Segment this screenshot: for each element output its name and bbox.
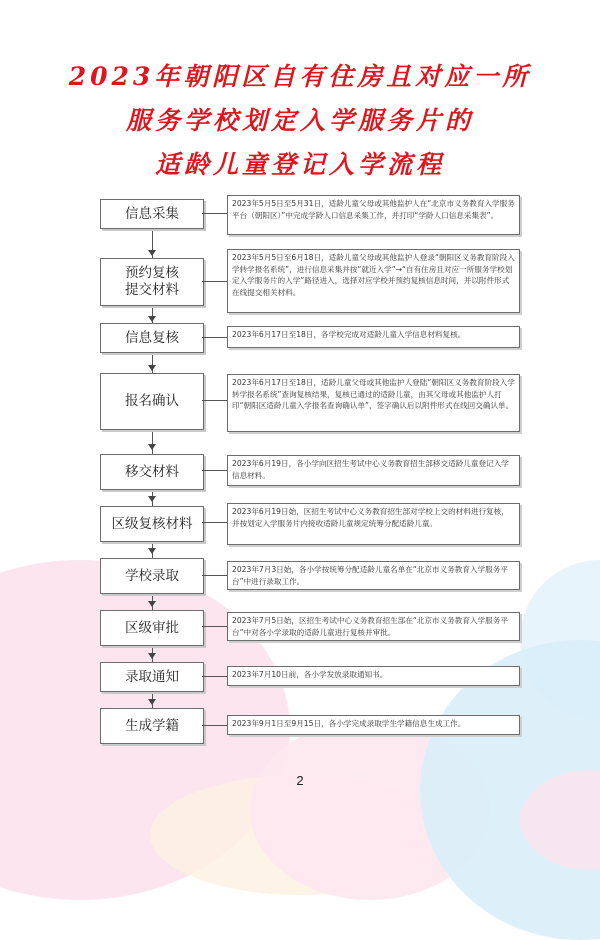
step-description: 2023年7月10日前，各小学发放录取通知书。	[227, 666, 520, 686]
page-number: 2	[296, 773, 304, 788]
step-connector	[202, 522, 228, 523]
flow-arrow-icon	[148, 601, 156, 607]
flow-arrow-icon	[148, 653, 156, 659]
step-connector	[202, 213, 228, 214]
step-description: 2023年7月5日始，区招生考试中心义务教育招生部在“北京市义务教育入学服务平台”中对各小学录取的适龄儿童进行复核并审批。	[227, 612, 520, 641]
step-school-admission: 学校录取	[100, 558, 204, 594]
flow-arrow-icon	[148, 250, 156, 256]
step-connector	[202, 725, 228, 726]
flow-arrow-icon	[148, 496, 156, 502]
step-description: 2023年9月1日至9月15日，各小学完成录取学生学籍信息生成工作。	[227, 715, 520, 735]
step-description: 2023年7月3日始，各小学按统筹分配适龄儿童名单在“北京市义务教育入学服务平台”中进行录取工作。	[227, 561, 520, 590]
step-info-review: 信息复核	[100, 323, 204, 353]
step-district-approval: 区级审批	[100, 610, 204, 646]
step-description: 2023年6月17日至18日，适龄儿童父母或其他监护人登陆“朝阳区义务教育阶段入学转学报名系统”查询复核结果，复核已通过的适龄儿童，由其父母或其他监护人打印“朝阳区适龄儿童入学报名查询确认单”，签字确认后以附件形式在线回交确认单。	[227, 374, 520, 432]
flow-arrow-icon	[148, 316, 156, 322]
step-connector	[202, 337, 228, 338]
flow-arrow-icon	[148, 365, 156, 371]
step-connector	[202, 575, 228, 576]
flow-arrow-icon	[148, 444, 156, 450]
page-title-line-2: 服务学校划定入学服务片的	[125, 106, 474, 135]
step-district-review: 区级复核材料	[100, 506, 204, 542]
step-description: 2023年6月19日始，区招生考试中心义务教育招生部对学校上交的材料进行复核，并按划定入学服务片内接收适龄儿童规定统筹分配适龄儿童。	[227, 503, 520, 545]
flow-arrow-icon	[148, 548, 156, 554]
page-title-line-3: 适龄儿童登记入学流程	[154, 150, 445, 179]
page-title-line-1: 2023年朝阳区自有住房且对应一所	[68, 62, 532, 91]
step-admission-notice: 录取通知	[100, 662, 204, 692]
step-connector	[202, 400, 228, 401]
step-description: 2023年5月5日至6月18日，适龄儿童父母或其他监护人登录“朝阳区义务教育阶段入学转学报名系统”，进行信息采集并按“就近入学”→“自有住房且对应一所服务学校划定入学服务片的入学”路径进入，选择对应学校并预约复核信息时间，并以附件形式在线提交相关材料。	[227, 249, 520, 313]
step-appointment-submit: 预约复核 提交材料	[100, 258, 204, 306]
flow-arrow-icon	[148, 699, 156, 705]
step-description: 2023年6月17日至18日，各学校完成对适龄儿童入学信息材料复核。	[227, 326, 520, 348]
step-description: 2023年5月5日至5月31日，适龄儿童父母或其他监护人在“北京市义务教育入学服务平台（朝阳区）”中完成学龄人口信息采集工作，并打印“学龄人口信息采集表”。	[227, 195, 520, 235]
step-info-collection: 信息采集	[100, 199, 204, 229]
step-transfer-materials: 移交材料	[100, 454, 204, 490]
step-connector	[202, 676, 228, 677]
step-connector	[202, 281, 228, 282]
step-registration-confirm: 报名确认	[100, 373, 204, 430]
step-connector	[202, 626, 228, 627]
step-connector	[202, 470, 228, 471]
step-generate-enrollment: 生成学籍	[100, 708, 204, 744]
step-description: 2023年6月19日，各小学向区招生考试中心义务教育招生部移交适龄儿童登记入学信息材料。	[227, 455, 520, 486]
